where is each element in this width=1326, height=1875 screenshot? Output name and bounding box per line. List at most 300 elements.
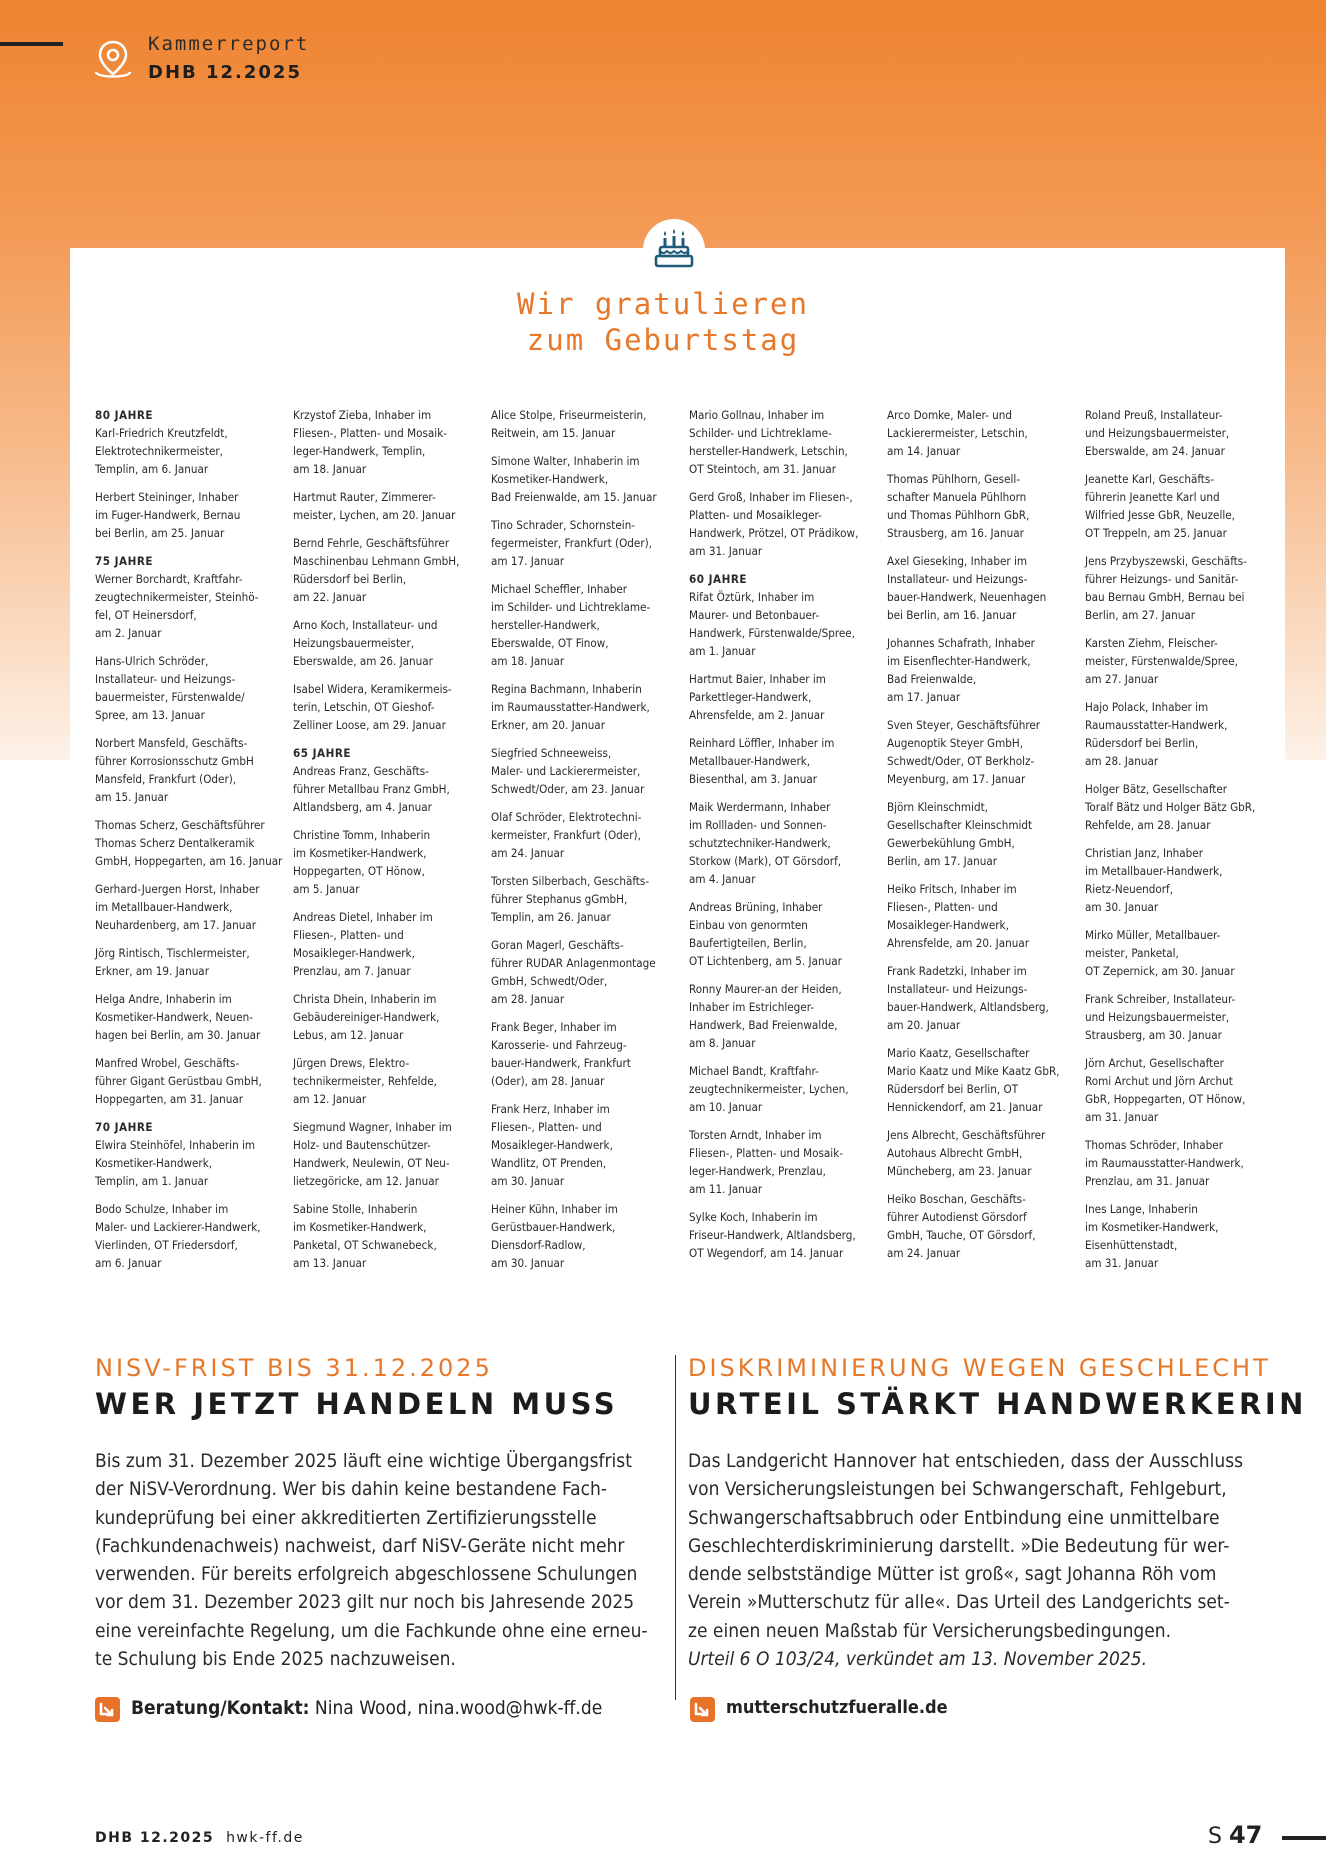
age-heading: 80 JAHRE <box>95 408 153 422</box>
birthday-entry-line: GmbH, Hoppegarten, am 16. Januar <box>95 854 283 868</box>
birthday-entry-line: im Kosmetiker-Handwerk, <box>293 1220 427 1234</box>
birthday-entry-line: am 18. Januar <box>491 654 565 668</box>
birthday-badge <box>643 219 705 281</box>
contact-label: Beratung/Kontakt: <box>131 1697 310 1719</box>
birthday-title-line1: Wir gratulieren <box>517 287 809 321</box>
birthday-entry-line: Michael Scheffler, Inhaber <box>491 582 628 596</box>
birthday-entry-line: Parkettleger-Handwerk, <box>689 690 812 704</box>
birthday-entry-line: Frank Herz, Inhaber im <box>491 1102 610 1116</box>
birthday-entry <box>689 798 877 888</box>
birthday-entry-line: am 22. Januar <box>293 590 367 604</box>
birthday-entry-line: Frank Beger, Inhaber im <box>491 1020 617 1034</box>
birthday-entry-line: am 24. Januar <box>491 846 565 860</box>
birthday-entry-line: Installateur- und Heizungs- <box>887 982 1028 996</box>
birthday-entry <box>491 808 679 862</box>
birthday-entry-line: Rüdersdorf bei Berlin, OT <box>887 1082 1019 1096</box>
birthday-entry-line: hagen bei Berlin, am 30. Januar <box>95 1028 261 1042</box>
birthday-entry-line: schutztechniker-Handwerk, <box>689 836 831 850</box>
birthday-entry-line: am 11. Januar <box>689 1182 763 1196</box>
birthday-entry-line: Mosaikleger-Handwerk, <box>293 946 415 960</box>
birthday-entry-line: Zelliner Loose, am 29. Januar <box>293 718 446 732</box>
birthday-entry-line: Karosserie- und Fahrzeug- <box>491 1038 627 1052</box>
body-line: Bis zum 31. Dezember 2025 läuft eine wichtige Übergangsfrist <box>95 1450 632 1472</box>
footer-left <box>95 1830 304 1846</box>
birthday-entry-line: am 30. Januar <box>491 1256 565 1270</box>
birthday-entry <box>95 1200 283 1272</box>
birthday-entry-line: am 17. Januar <box>491 554 565 568</box>
birthday-entry-line: Templin, am 1. Januar <box>95 1174 209 1188</box>
birthday-entry <box>293 1118 481 1190</box>
birthday-entry-line: Sylke Koch, Inhaberin im <box>689 1210 818 1224</box>
body-line: Schwangerschaftsabbruch oder Entbindung eine unmittelbare <box>688 1506 1220 1529</box>
birthday-entry-line: Tino Schrader, Schornstein- <box>491 518 636 532</box>
birthday-entry-line: Ahrensfelde, am 2. Januar <box>689 708 825 722</box>
birthday-entry-line: Hoppegarten, am 31. Januar <box>95 1092 244 1106</box>
birthday-entry-line: Strausberg, am 16. Januar <box>887 526 1024 540</box>
birthday-entry-line: Romi Archut und Jörn Archut <box>1085 1074 1233 1088</box>
birthday-entry <box>689 1126 877 1198</box>
birthday-entry <box>95 488 283 542</box>
birthday-entry-line: Herbert Steininger, Inhaber <box>95 490 239 504</box>
birthday-entry-line: GmbH, Tauche, OT Görsdorf, <box>887 1228 1036 1242</box>
birthday-entry <box>887 880 1075 952</box>
birthday-entry-line: Frank Radetzki, Inhaber im <box>887 964 1027 978</box>
birthday-entry-line: am 27. Januar <box>1085 672 1159 686</box>
birthday-entry <box>1085 698 1273 770</box>
birthday-entry-line: OT Treppeln, am 25. Januar <box>1085 526 1227 540</box>
birthday-column-5 <box>887 406 1075 1272</box>
body-line: vor dem 31. Dezember 2023 gilt nur noch bis Jahresende 2025 <box>95 1591 635 1614</box>
birthday-entry <box>689 1062 877 1116</box>
birthday-entry-line: Jens Albrecht, Geschäftsführer <box>887 1128 1046 1142</box>
birthday-entry <box>491 936 679 1008</box>
birthday-entry-line: Rüdersdorf bei Berlin, <box>1085 736 1199 750</box>
birthday-entry <box>887 1044 1075 1116</box>
body-line: kundeprüfung bei einer akkreditierten Zertifizierungsstelle <box>95 1506 597 1529</box>
birthday-column-3 <box>491 406 679 1282</box>
birthday-entry-line: Krzystof Zieba, Inhaber im <box>293 408 432 422</box>
birthday-entry <box>293 534 481 606</box>
birthday-entry-line: Ahrensfelde, am 20. Januar <box>887 936 1030 950</box>
birthday-entry-line: Bodo Schulze, Inhaber im <box>95 1202 229 1216</box>
birthday-entry-line: führer RUDAR Anlagenmontage <box>491 956 656 970</box>
birthday-entry-line: Eisenhüttenstadt, <box>1085 1238 1178 1252</box>
birthday-entry <box>1085 1200 1273 1272</box>
page-number-value: 47 <box>1228 1821 1263 1849</box>
birthday-entry-line: Handwerk, Prötzel, OT Prädikow, <box>689 526 859 540</box>
birthday-entry-line: am 28. Januar <box>491 992 565 1006</box>
birthday-entry-line: terin, Letschin, OT Gieshof- <box>293 700 435 714</box>
birthday-entry-line: Gerhard-Juergen Horst, Inhaber <box>95 882 260 896</box>
birthday-entry-line: Arno Koch, Installateur- und <box>293 618 438 632</box>
birthday-entry-line: Mosaikleger-Handwerk, <box>887 918 1009 932</box>
body-line: der NiSV-Verordnung. Wer bis dahin keine bestandene Fach- <box>95 1478 607 1501</box>
birthday-entry <box>293 826 481 898</box>
birthday-entry-line: Mansfeld, Frankfurt (Oder), <box>95 772 237 786</box>
birthday-entry <box>887 406 1075 460</box>
birthday-entry-line: Thomas Schröder, Inhaber <box>1085 1138 1224 1152</box>
birthday-entry <box>689 1208 877 1262</box>
birthday-entry-line: Hajo Polack, Inhaber im <box>1085 700 1209 714</box>
birthday-column-6 <box>1085 406 1273 1282</box>
birthday-entry-line: am 12. Januar <box>293 1092 367 1106</box>
birthday-entry-line: Friseur-Handwerk, Altlandsberg, <box>689 1228 856 1242</box>
birthday-entry <box>1085 552 1273 624</box>
birthday-entry-line: Gerd Groß, Inhaber im Fliesen-, <box>689 490 853 504</box>
birthday-entry-line: zeugtechnikermeister, Lychen, <box>689 1082 849 1096</box>
birthday-entry-line: Einbau von genormten <box>689 918 808 932</box>
birthday-entry-line: schafter Manuela Pühlhorn <box>887 490 1027 504</box>
birthday-entry-line: Lebus, am 12. Januar <box>293 1028 404 1042</box>
birthday-entry-line: Jeanette Karl, Geschäfts- <box>1085 472 1215 486</box>
birthday-entry <box>293 616 481 670</box>
birthday-entry-line: im Rollladen- und Sonnen- <box>689 818 827 832</box>
birthday-entry-line: Platten- und Mosaikleger- <box>689 508 822 522</box>
birthday-entry-line: fel, OT Heinersdorf, <box>95 608 197 622</box>
birthday-entry-line: im Raumausstatter-Handwerk, <box>1085 1156 1244 1170</box>
birthday-entry <box>491 406 679 442</box>
birthday-entry-line: im Metallbauer-Handwerk, <box>95 900 233 914</box>
birthday-entry <box>689 488 877 560</box>
birthday-entry-line: am 17. Januar <box>887 690 961 704</box>
body-line: (Fachkundenachweis) nachweist, darf NiSV-Geräte nicht mehr <box>95 1534 625 1557</box>
footer-site[interactable]: hwk-ff.de <box>226 1830 304 1846</box>
birthday-entry-line: Toralf Bätz und Holger Bätz GbR, <box>1085 800 1256 814</box>
birthday-entry <box>95 880 283 934</box>
birthday-entry-line: Installateur- und Heizungs- <box>887 572 1028 586</box>
birthday-entry <box>887 470 1075 542</box>
birthday-entry <box>491 744 679 798</box>
birthday-entry-line: bauer-Handwerk, Altlandsberg, <box>887 1000 1049 1014</box>
birthday-entry-line: Simone Walter, Inhaberin im <box>491 454 640 468</box>
birthday-entry-line: Ronny Maurer-an der Heiden, <box>689 982 842 996</box>
birthday-entry-line: Björn Kleinschmidt, <box>887 800 988 814</box>
birthday-entry-line: im Metallbauer-Handwerk, <box>1085 864 1223 878</box>
birthday-entry-line: Bad Freienwalde, <box>887 672 977 686</box>
article-1-body <box>95 1447 648 1673</box>
birthday-entry <box>887 798 1075 870</box>
birthday-entry-line: leger-Handwerk, Prenzlau, <box>689 1164 826 1178</box>
birthday-entry-line: Isabel Widera, Keramikermeis- <box>293 682 452 696</box>
section-label: Kammerreport <box>148 33 310 55</box>
footer-rule <box>1282 1836 1326 1840</box>
footer-issue: DHB 12.2025 <box>95 1830 215 1846</box>
age-heading: 60 JAHRE <box>689 572 747 586</box>
birthday-entry <box>689 898 877 970</box>
birthday-column-4 <box>689 406 877 1272</box>
birthday-entry-line: Reinhard Löffler, Inhaber im <box>689 736 835 750</box>
birthday-entry-line: Rehfelde, am 28. Januar <box>1085 818 1211 832</box>
birthday-entry-line: Bad Freienwalde, am 15. Januar <box>491 490 657 504</box>
birthday-entry-line: Mario Kaatz, Gesellschafter <box>887 1046 1030 1060</box>
birthday-entry <box>293 680 481 734</box>
birthday-entry-line: Olaf Schröder, Elektrotechni- <box>491 810 642 824</box>
article-1-headline: WER JETZT HANDELN MUSS <box>95 1387 619 1421</box>
birthday-entry-line: Heizungsbauermeister, <box>293 636 415 650</box>
birthday-entry-line: führer Autodienst Görsdorf <box>887 1210 1027 1224</box>
birthday-entry-line: kermeister, Frankfurt (Oder), <box>491 828 641 842</box>
birthday-entry-line: Altlandsberg, am 4. Januar <box>293 800 432 814</box>
birthday-entry-line: und Heizungsbauermeister, <box>1085 1010 1230 1024</box>
birthday-entry-line: Reitwein, am 15. Januar <box>491 426 616 440</box>
birthday-entry-line: führer Gigant Gerüstbau GmbH, <box>95 1074 262 1088</box>
birthday-entry-line: bei Berlin, am 16. Januar <box>887 608 1017 622</box>
birthday-entry-line: am 31. Januar <box>689 544 763 558</box>
birthday-entry-line: Neuhardenberg, am 17. Januar <box>95 918 257 932</box>
birthday-entry-line: Maschinenbau Lehmann GmbH, <box>293 554 460 568</box>
birthday-entry <box>293 1054 481 1108</box>
birthday-entry-line: GmbH, Schwedt/Oder, <box>491 974 608 988</box>
birthday-entry-line: Lackierermeister, Letschin, <box>887 426 1028 440</box>
arrow-right-icon <box>95 1697 120 1722</box>
body-line: Geschlechterdiskriminierung darstellt. »Die Bedeutung für wer- <box>688 1534 1230 1557</box>
birthday-entry-line: Autohaus Albrecht GmbH, <box>887 1146 1023 1160</box>
birthday-entry-line: Maik Werdermann, Inhaber <box>689 800 831 814</box>
birthday-entry <box>95 424 283 478</box>
birthday-entry-line: am 2. Januar <box>95 626 162 640</box>
birthday-entry-line: zeugtechnikermeister, Steinhö- <box>95 590 259 604</box>
birthday-entry <box>95 944 283 980</box>
birthday-entry-line: am 30. Januar <box>1085 900 1159 914</box>
birthday-entry-line: Andreas Franz, Geschäfts- <box>293 764 429 778</box>
birthday-entry-line: Templin, am 6. Januar <box>95 462 209 476</box>
birthday-entry-line: Axel Gieseking, Inhaber im <box>887 554 1028 568</box>
birthday-entry-line: Metallbauer-Handwerk, <box>689 754 811 768</box>
birthday-entry <box>293 1200 481 1272</box>
birthday-entry-line: Kosmetiker-Handwerk, <box>95 1156 213 1170</box>
birthday-entry-line: meister, Lychen, am 20. Januar <box>293 508 456 522</box>
birthday-entry-line: hersteller-Handwerk, <box>491 618 600 632</box>
birthday-entry-line: Fliesen-, Platten- und <box>293 928 404 942</box>
birthday-entry-line: Biesenthal, am 3. Januar <box>689 772 818 786</box>
birthday-entry-line: Erkner, am 19. Januar <box>95 964 209 978</box>
birthday-entry-line: Christine Tomm, Inhaberin <box>293 828 431 842</box>
birthday-entry-line: und Heizungsbauermeister, <box>1085 426 1230 440</box>
birthday-entry <box>1085 406 1273 460</box>
birthday-entry-line: Strausberg, am 30. Januar <box>1085 1028 1222 1042</box>
birthday-entry <box>293 908 481 980</box>
birthday-entry-line: Sven Steyer, Geschäftsführer <box>887 718 1041 732</box>
birthday-entry-line: Werner Borchardt, Kraftfahr- <box>95 572 243 586</box>
birthday-entry-line: Handwerk, Bad Freienwalde, <box>689 1018 838 1032</box>
birthday-entry-line: Elektrotechnikermeister, <box>95 444 223 458</box>
birthday-entry-line: am 30. Januar <box>491 1174 565 1188</box>
birthday-entry-line: Prenzlau, am 7. Januar <box>293 964 411 978</box>
birthday-entry-line: Fliesen-, Platten- und Mosaik- <box>293 426 448 440</box>
birthday-entry-line: OT Steintoch, am 31. Januar <box>689 462 837 476</box>
birthday-entry-line: Karsten Ziehm, Fleischer- <box>1085 636 1218 650</box>
birthday-entry-line: OT Wegendorf, am 14. Januar <box>689 1246 844 1260</box>
birthday-entry-line: Panketal, OT Schwanebeck, <box>293 1238 437 1252</box>
birthday-entry-line: Berlin, am 17. Januar <box>887 854 998 868</box>
birthday-entry-line: am 14. Januar <box>887 444 961 458</box>
birthday-entry-line: am 31. Januar <box>1085 1256 1159 1270</box>
article-2-link[interactable]: mutterschutzfueralle.de <box>726 1697 948 1718</box>
page-number <box>1208 1821 1262 1849</box>
birthday-entry-line: Heiko Boschan, Geschäfts- <box>887 1192 1026 1206</box>
birthday-entry-line: hersteller-Handwerk, Letschin, <box>689 444 848 458</box>
birthday-entry <box>95 570 283 642</box>
birthday-entry-line: Mario Kaatz und Mike Kaatz GbR, <box>887 1064 1060 1078</box>
birthday-entry <box>95 652 283 724</box>
birthday-entry <box>689 670 877 724</box>
birthday-entry-line: bauermeister, Fürstenwalde/ <box>95 690 245 704</box>
birthday-entry <box>887 1190 1075 1262</box>
birthday-entry-line: OT Lichtenberg, am 5. Januar <box>689 954 842 968</box>
birthday-entry-line: Rifat Öztürk, Inhaber im <box>689 590 815 604</box>
birthday-entry-line: Helga Andre, Inhaberin im <box>95 992 232 1006</box>
birthday-entry-line: am 18. Januar <box>293 462 367 476</box>
birthday-entry <box>1085 844 1273 916</box>
birthday-entry-line: am 24. Januar <box>887 1246 961 1260</box>
birthday-entry-line: Prenzlau, am 31. Januar <box>1085 1174 1210 1188</box>
birthday-entry-line: GbR, Hoppegarten, OT Hönow, <box>1085 1092 1246 1106</box>
birthday-entry-line: bei Berlin, am 25. Januar <box>95 526 225 540</box>
birthday-entry-line: Thomas Scherz, Geschäftsführer <box>95 818 265 832</box>
birthday-entry-line: Michael Bandt, Kraftfahr- <box>689 1064 819 1078</box>
birthday-entry-line: Thomas Scherz Dentalkeramik <box>95 836 255 850</box>
birthday-entry-line: Maurer- und Betonbauer- <box>689 608 820 622</box>
birthday-entry-line: Raumausstatter-Handwerk, <box>1085 718 1228 732</box>
birthday-entry-line: Wilfried Jesse GbR, Neuzelle, <box>1085 508 1235 522</box>
birthday-entry-line: Gewerbekühlung GmbH, <box>887 836 1015 850</box>
age-heading: 70 JAHRE <box>95 1120 153 1134</box>
birthday-entry-line: Johannes Schafrath, Inhaber <box>887 636 1035 650</box>
birthday-entry-line: bauer-Handwerk, Neuenhagen <box>887 590 1047 604</box>
birthday-entry-line: Siegfried Schneeweiss, <box>491 746 612 760</box>
birthday-entry-line: führer Heizungs- und Sanitär- <box>1085 572 1239 586</box>
birthday-entry-line: Kosmetiker-Handwerk, Neuen- <box>95 1010 253 1024</box>
birthday-entry-line: OT Zepernick, am 30. Januar <box>1085 964 1235 978</box>
birthday-entry-line: Heiner Kühn, Inhaber im <box>491 1202 618 1216</box>
body-line: eine vereinfachte Regelung, um die Fachkunde ohne eine erneu- <box>95 1619 648 1642</box>
birthday-entry-line: Torsten Silberbach, Geschäfts- <box>491 874 650 888</box>
birthday-entry-line: im Kosmetiker-Handwerk, <box>293 846 427 860</box>
birthday-entry-line: Thomas Pühlhorn, Gesell- <box>887 472 1021 486</box>
article-1-kicker: NISV-FRIST BIS 31.12.2025 <box>95 1354 493 1382</box>
birthday-entry-line: lietzegöricke, am 12. Januar <box>293 1174 439 1188</box>
birthday-entry-line: Christian Janz, Inhaber <box>1085 846 1204 860</box>
birthday-entry-line: Spree, am 13. Januar <box>95 708 205 722</box>
birthday-entry-line: technikermeister, Rehfelde, <box>293 1074 437 1088</box>
birthday-entry-line: Mirko Müller, Metallbauer- <box>1085 928 1221 942</box>
article-2-body <box>688 1447 1243 1673</box>
birthday-entry-line: Inhaber im Estrichleger- <box>689 1000 815 1014</box>
birthday-entry-line: Jörn Archut, Gesellschafter <box>1085 1056 1224 1070</box>
birthday-entry-line: meister, Fürstenwalde/Spree, <box>1085 654 1238 668</box>
birthday-entry-line: Hennickendorf, am 21. Januar <box>887 1100 1043 1114</box>
birthday-entry <box>1085 1054 1273 1126</box>
birthday-entry-line: führer Korrosionsschutz GmbH <box>95 754 254 768</box>
birthday-entry-line: Vierlinden, OT Friedersdorf, <box>95 1238 238 1252</box>
body-line: Das Landgericht Hannover hat entschieden, dass der Ausschluss <box>688 1450 1244 1472</box>
birthday-entry-line: Jürgen Drews, Elektro- <box>293 1056 410 1070</box>
birthday-entry-line: am 6. Januar <box>95 1256 162 1270</box>
birthday-entry <box>1085 634 1273 688</box>
court-reference: Urteil 6 O 103/24, verkündet am 13. November 2025. <box>688 1648 1147 1671</box>
birthday-cake-icon <box>653 227 695 271</box>
birthday-entry-line: Müncheberg, am 23. Januar <box>887 1164 1032 1178</box>
birthday-entry-line: im Schilder- und Lichtreklame- <box>491 600 651 614</box>
birthday-entry-line: (Oder), am 28. Januar <box>491 1074 605 1088</box>
birthday-entry-line: fegermeister, Frankfurt (Oder), <box>491 536 652 550</box>
birthday-entry-line: Baufertigteilen, Berlin, <box>689 936 807 950</box>
birthday-entry <box>95 734 283 806</box>
birthday-entry-line: Maler- und Lackierermeister, <box>491 764 641 778</box>
birthday-entry-line: Jens Przybyszewski, Geschäfts- <box>1085 554 1247 568</box>
birthday-entry-line: Heiko Fritsch, Inhaber im <box>887 882 1017 896</box>
birthday-entry-line: Elwira Steinhöfel, Inhaberin im <box>95 1138 256 1152</box>
birthday-entry-line: Alice Stolpe, Friseurmeisterin, <box>491 408 647 422</box>
birthday-entry <box>689 980 877 1052</box>
birthday-entry-line: leger-Handwerk, Templin, <box>293 444 426 458</box>
birthday-entry-line: am 1. Januar <box>689 644 756 658</box>
birthday-entry <box>491 516 679 570</box>
birthday-entry-line: am 13. Januar <box>293 1256 367 1270</box>
birthday-entry-line: Gesellschafter Kleinschmidt <box>887 818 1033 832</box>
body-line: ze einen neuen Maßstab für Versicherungsbedingungen. <box>688 1619 1172 1642</box>
birthday-entry-line: Andreas Dietel, Inhaber im <box>293 910 433 924</box>
birthday-entry-line: Roland Preuß, Installateur- <box>1085 408 1223 422</box>
birthday-entry <box>689 734 877 788</box>
birthday-entry-line: führerin Jeanette Karl und <box>1085 490 1220 504</box>
birthday-entry <box>95 1136 283 1190</box>
birthday-entry <box>491 1018 679 1090</box>
birthday-entry <box>887 1126 1075 1180</box>
birthday-entry-line: am 10. Januar <box>689 1100 763 1114</box>
birthday-entry-line: Installateur- und Heizungs- <box>95 672 236 686</box>
birthday-entry-line: Holz- und Bautenschützer- <box>293 1138 431 1152</box>
birthday-entry-line: Torsten Arndt, Inhaber im <box>689 1128 822 1142</box>
body-line: dende selbstständige Mütter ist groß«, sagt Johanna Röh vom <box>688 1563 1217 1586</box>
birthday-entry <box>491 1100 679 1190</box>
birthday-entry-line: Schilder- und Lichtreklame- <box>689 426 832 440</box>
birthday-entry <box>887 552 1075 624</box>
birthday-entry <box>95 1054 283 1108</box>
birthday-entry <box>293 990 481 1044</box>
birthday-entry <box>1085 780 1273 834</box>
birthday-entry-line: Fliesen-, Platten- und Mosaik- <box>689 1146 844 1160</box>
birthday-entry <box>293 406 481 478</box>
birthday-entry-line: Hoppegarten, OT Hönow, <box>293 864 425 878</box>
birthday-entry-line: Jörg Rintisch, Tischlermeister, <box>95 946 250 960</box>
birthday-entry-line: Handwerk, Neulewin, OT Neu- <box>293 1156 450 1170</box>
birthday-entry-line: im Kosmetiker-Handwerk, <box>1085 1220 1219 1234</box>
birthday-entry-line: Andreas Brüning, Inhaber <box>689 900 823 914</box>
birthday-entry-line: Christa Dhein, Inhaberin im <box>293 992 437 1006</box>
birthday-entry-line: Eberswalde, OT Finow, <box>491 636 609 650</box>
birthday-entry <box>491 452 679 506</box>
birthday-entry-line: bau Bernau GmbH, Bernau bei <box>1085 590 1245 604</box>
birthday-entry-line: Mosaikleger-Handwerk, <box>491 1138 613 1152</box>
birthday-entry-line: Eberswalde, am 26. Januar <box>293 654 433 668</box>
birthday-entry-line: Hartmut Rauter, Zimmerer- <box>293 490 436 504</box>
birthday-entry <box>1085 990 1273 1044</box>
article-2-kicker: DISKRIMINIERUNG WEGEN GESCHLECHT <box>688 1354 1271 1382</box>
birthday-entry-line: bauer-Handwerk, Frankfurt <box>491 1056 631 1070</box>
birthday-entry-line: am 4. Januar <box>689 872 756 886</box>
birthday-column-1 <box>95 406 283 1282</box>
birthday-entry-line: Rüdersdorf bei Berlin, <box>293 572 407 586</box>
birthday-entry-line: am 28. Januar <box>1085 754 1159 768</box>
contact-email[interactable]: Nina Wood, nina.wood@hwk-ff.de <box>309 1697 603 1719</box>
birthday-entry-line: Sabine Stolle, Inhaberin <box>293 1202 418 1216</box>
birthday-entry-line: Karl-Friedrich Kreutzfeldt, <box>95 426 228 440</box>
birthday-entry-line: Hans-Ulrich Schröder, <box>95 654 209 668</box>
birthday-entry-line: Holger Bätz, Gesellschafter <box>1085 782 1228 796</box>
article-2-headline: URTEIL STÄRKT HANDWERKERIN <box>688 1387 1307 1421</box>
birthday-entry <box>491 872 679 926</box>
